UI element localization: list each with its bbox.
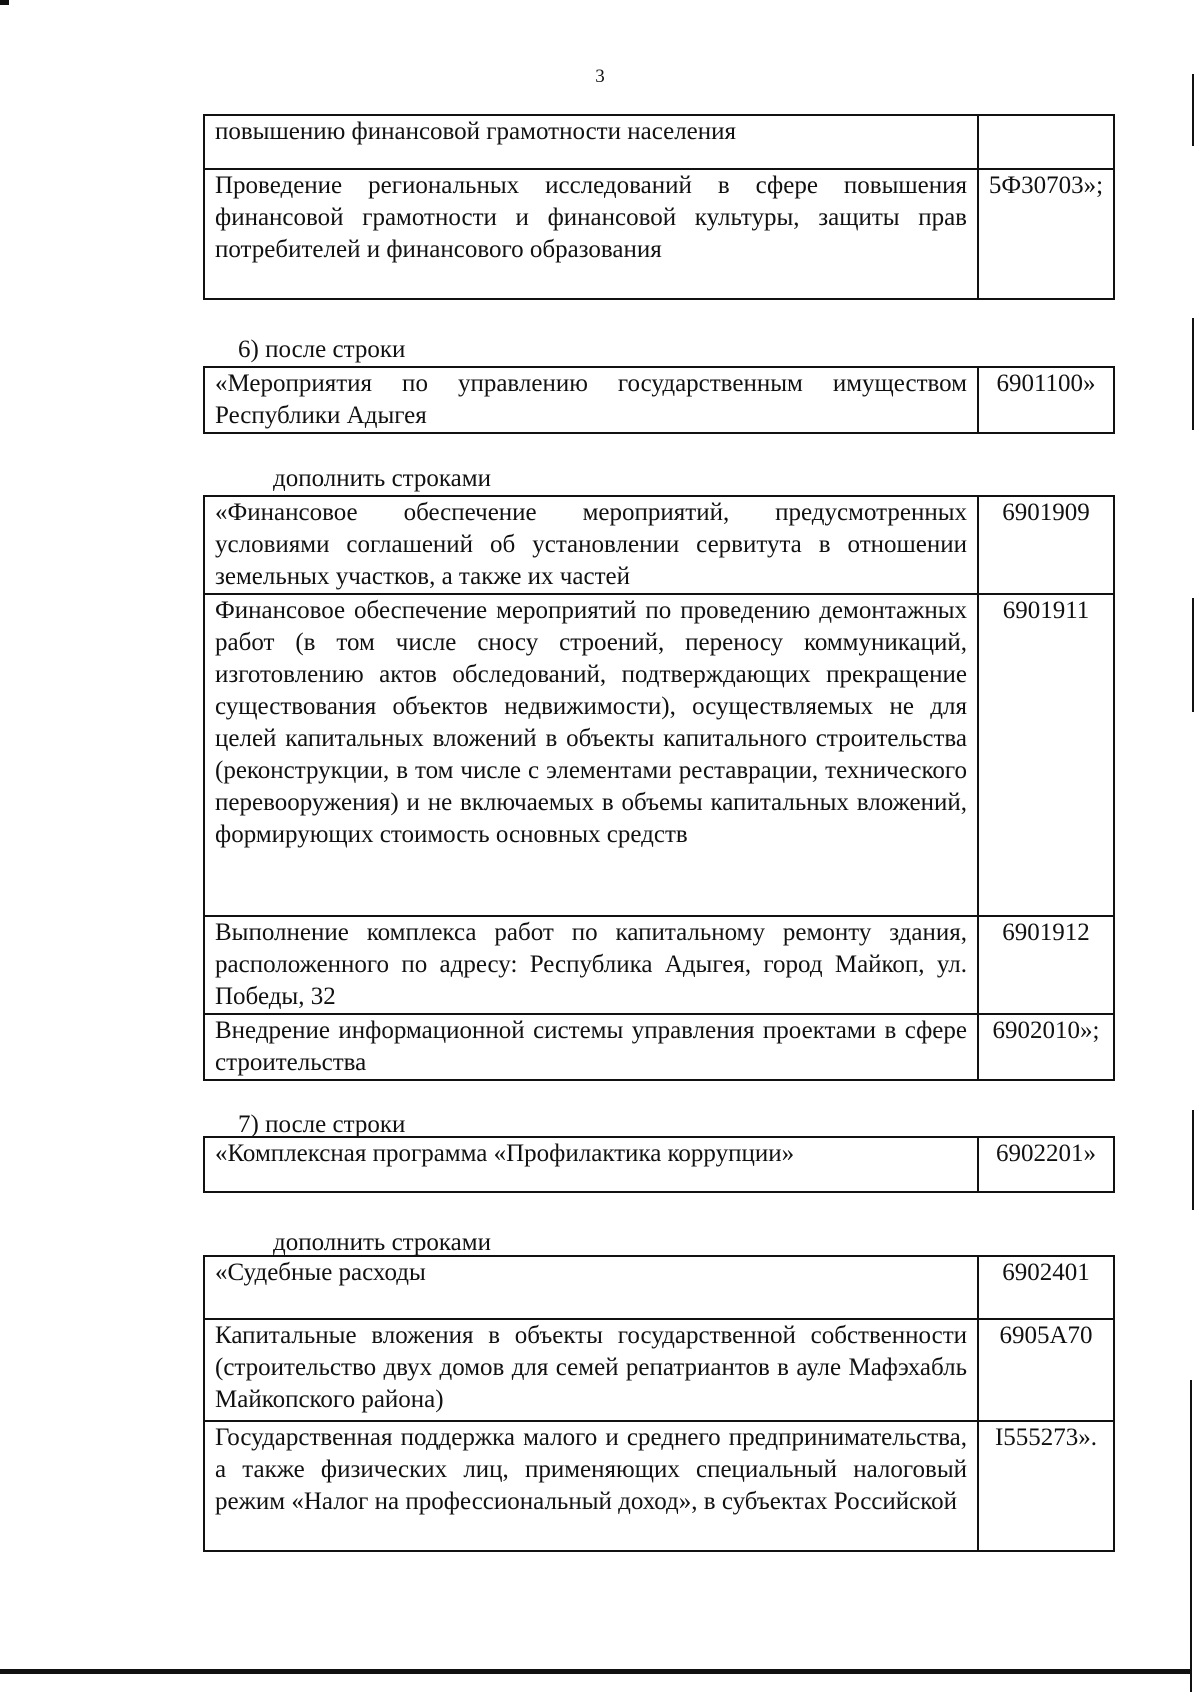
table-row	[204, 1014, 1114, 1080]
row-text: Капитальные вложения в объекты государственной собственности (строительство двух домов для семей репатриантов в ауле Мафэхабль Майкопского района)	[204, 1319, 978, 1421]
supplement-label: дополнить строками	[273, 465, 491, 492]
table-row	[204, 1319, 1114, 1421]
scan-mark-right-4	[1192, 1110, 1194, 1210]
scan-mark-right-3	[1192, 598, 1194, 712]
row-code: 6901100»	[978, 367, 1114, 433]
row-code: 6901912	[978, 916, 1114, 1014]
table-financial-literacy	[203, 114, 1115, 300]
row-text: «Судебные расходы	[204, 1256, 978, 1319]
scan-mark-bottom-line	[0, 1669, 1190, 1674]
row-text: «Финансовое обеспечение мероприятий, предусмотренных условиями соглашений об установлении сервитута в отношении земельных участков, а также их частей	[204, 496, 978, 594]
row-code: 5Ф30703»;	[978, 169, 1114, 299]
row-code	[978, 115, 1114, 169]
page-number: 3	[595, 66, 605, 87]
row-text: Государственная поддержка малого и среднего предпринимательства, а также физических лиц, применяющих специальный налоговый режим «Налог на профессиональный доход», в субъектах Российской	[204, 1421, 978, 1551]
row-code: 6901909	[978, 496, 1114, 594]
row-code: 6902010»;	[978, 1014, 1114, 1080]
table-row	[204, 1137, 1114, 1192]
scan-mark-top-left	[0, 0, 9, 5]
table-row	[204, 1421, 1114, 1551]
row-code: 6905А70	[978, 1319, 1114, 1421]
row-text: Внедрение информационной системы управления проектами в сфере строительства	[204, 1014, 978, 1080]
supplement-label: дополнить строками	[273, 1229, 491, 1256]
table-row	[204, 916, 1114, 1014]
row-text: Выполнение комплекса работ по капитальному ремонту здания, расположенного по адресу: Республика Адыгея, город Майкоп, ул. Победы, 32	[204, 916, 978, 1014]
row-text: Финансовое обеспечение мероприятий по проведению демонтажных работ (в том числе сносу строений, переносу коммуникаций, изготовлению актов обследований, подтверждающих прекращение существования объектов недвижимости), осуществляемых не для целей капитальных вложений в объекты капитального строительства (реконструкции, в том числе с элементами реставрации, технического перевооружения) и не включаемых в объемы капитальных вложений, формирующих стоимость основных средств	[204, 594, 978, 916]
table-added-rows-construction	[203, 495, 1115, 1081]
row-text: «Комплексная программа «Профилактика коррупции»	[204, 1137, 978, 1192]
table-row	[204, 115, 1114, 169]
table-row	[204, 496, 1114, 594]
item-7-label: 7) после строки	[238, 1111, 406, 1138]
row-code: 6902201»	[978, 1137, 1114, 1192]
table-row	[204, 367, 1114, 433]
scan-mark-right-2	[1192, 318, 1194, 430]
row-code: 6901911	[978, 594, 1114, 916]
row-text: Проведение региональных исследований в сфере повышения финансовой грамотности и финансовой культуры, защиты прав потребителей и финансового образования	[204, 169, 978, 299]
table-state-property	[203, 366, 1115, 434]
item-6-label: 6) после строки	[238, 336, 406, 363]
row-code: 6902401	[978, 1256, 1114, 1319]
row-text: повышению финансовой грамотности населения	[204, 115, 978, 169]
table-row	[204, 1256, 1114, 1319]
row-code: I555273».	[978, 1421, 1114, 1551]
table-anti-corruption	[203, 1136, 1115, 1193]
table-added-rows-misc	[203, 1255, 1115, 1552]
table-row	[204, 594, 1114, 916]
scan-mark-right-5	[1190, 1380, 1192, 1692]
row-text: «Мероприятия по управлению государственным имуществом Республики Адыгея	[204, 367, 978, 433]
table-row	[204, 169, 1114, 299]
